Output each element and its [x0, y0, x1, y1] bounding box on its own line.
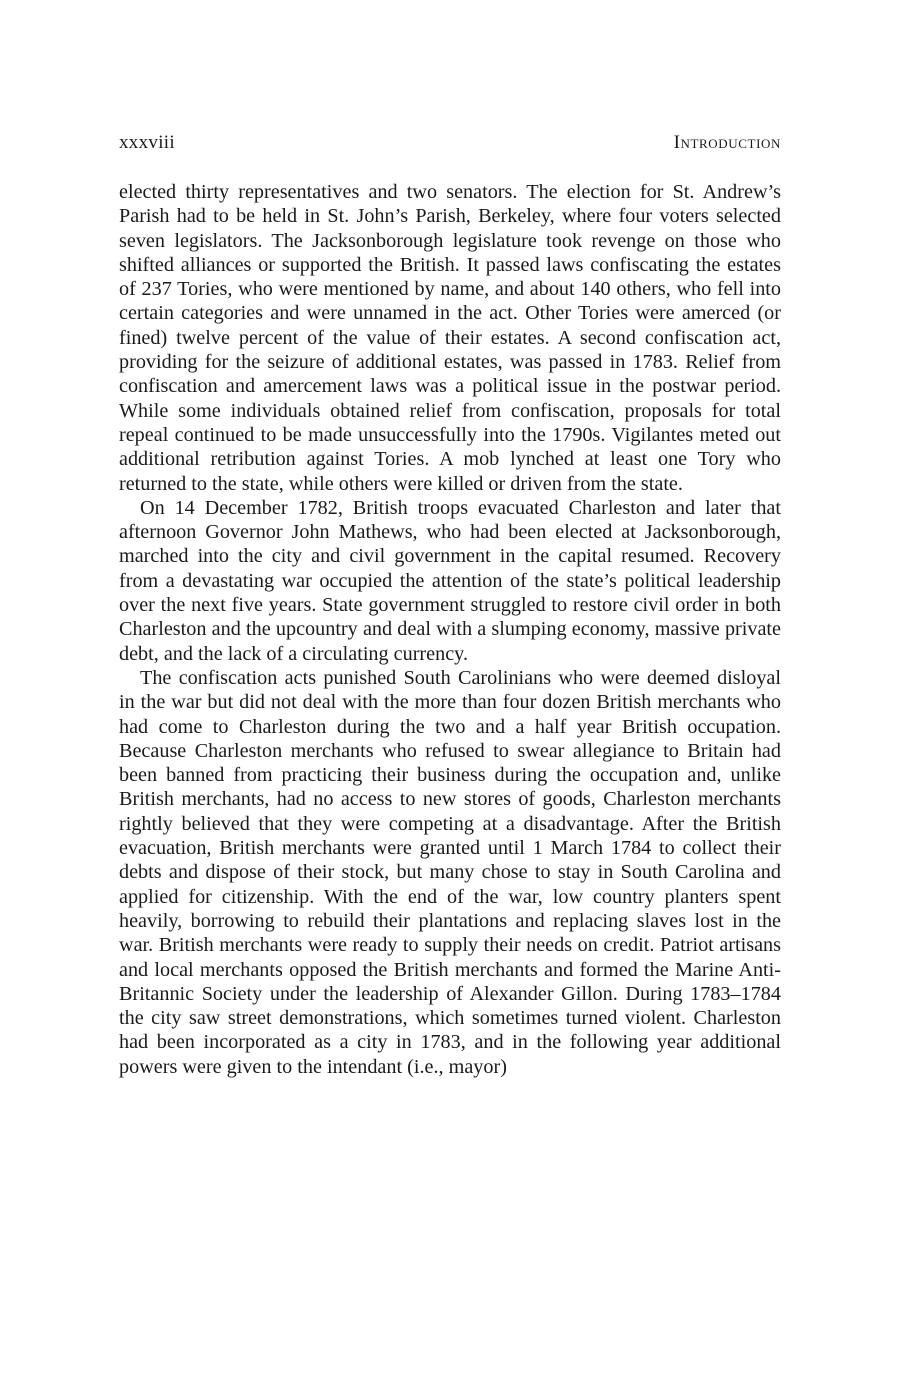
- body-text: [119, 180, 781, 1079]
- section-title: Introduction: [673, 132, 781, 153]
- paragraph-2: On 14 December 1782, British troops evacuated Charleston and later that afternoon Governor John Mathews, who had been elected at Jacksonborough, marched into the city and civil government in the capital resumed. Recovery from a devastating war occupied the attention of the state’s political leadership over the next five years. State government struggled to restore civil order in both Charleston and the upcountry and deal with a slumping economy, massive private debt, and the lack of a circulating currency.: [119, 496, 781, 665]
- paragraph-3: The confiscation acts punished South Carolinians who were deemed disloyal in the war but did not deal with the more than four dozen British merchants who had come to Charleston during the two and a half year British occupation. Because Charleston merchants who refused to swear allegiance to Britain had been banned from practicing their business during the occupation and, unlike British merchants, had no access to new stores of goods, Charleston merchants rightly believed that they were competing at a disadvantage. After the British evacuation, British merchants were granted until 1 March 1784 to collect their debts and dispose of their stock, but many chose to stay in South Carolina and applied for citizenship. With the end of the war, low country planters spent heavily, borrowing to rebuild their plantations and replacing slaves lost in the war. British merchants were ready to supply their needs on credit. Patriot artisans and local merchants opposed the British merchants and formed the Marine Anti-Britannic Society under the leadership of Alexander Gillon. During 1783–1784 the city saw street demonstrations, which sometimes turned violent. Charleston had been incorporated as a city in 1783, and in the following year additional powers were given to the intendant (i.e., mayor): [119, 666, 781, 1078]
- page-number: xxxviii: [119, 132, 175, 153]
- paragraph-1: elected thirty representatives and two senators. The election for St. Andrew’s Parish had to be held in St. John’s Parish, Berkeley, where four voters selected seven legislators. The Jacksonborough legislature took revenge on those who shifted alliances or supported the British. It passed laws confiscating the estates of 237 Tories, who were mentioned by name, and about 140 others, who fell into certain categories and were unnamed in the act. Other Tories were amerced (or fined) twelve percent of the value of their estates. A second confiscation act, providing for the seizure of additional estates, was passed in 1783. Relief from confiscation and amercement laws was a political issue in the postwar period. While some individuals obtained relief from confiscation, proposals for total repeal continued to be made unsuccessfully into the 1790s. Vigilantes meted out additional retribution against Tories. A mob lynched at least one Tory who returned to the state, while others were killed or driven from the state.: [119, 181, 781, 495]
- running-head: [119, 131, 781, 155]
